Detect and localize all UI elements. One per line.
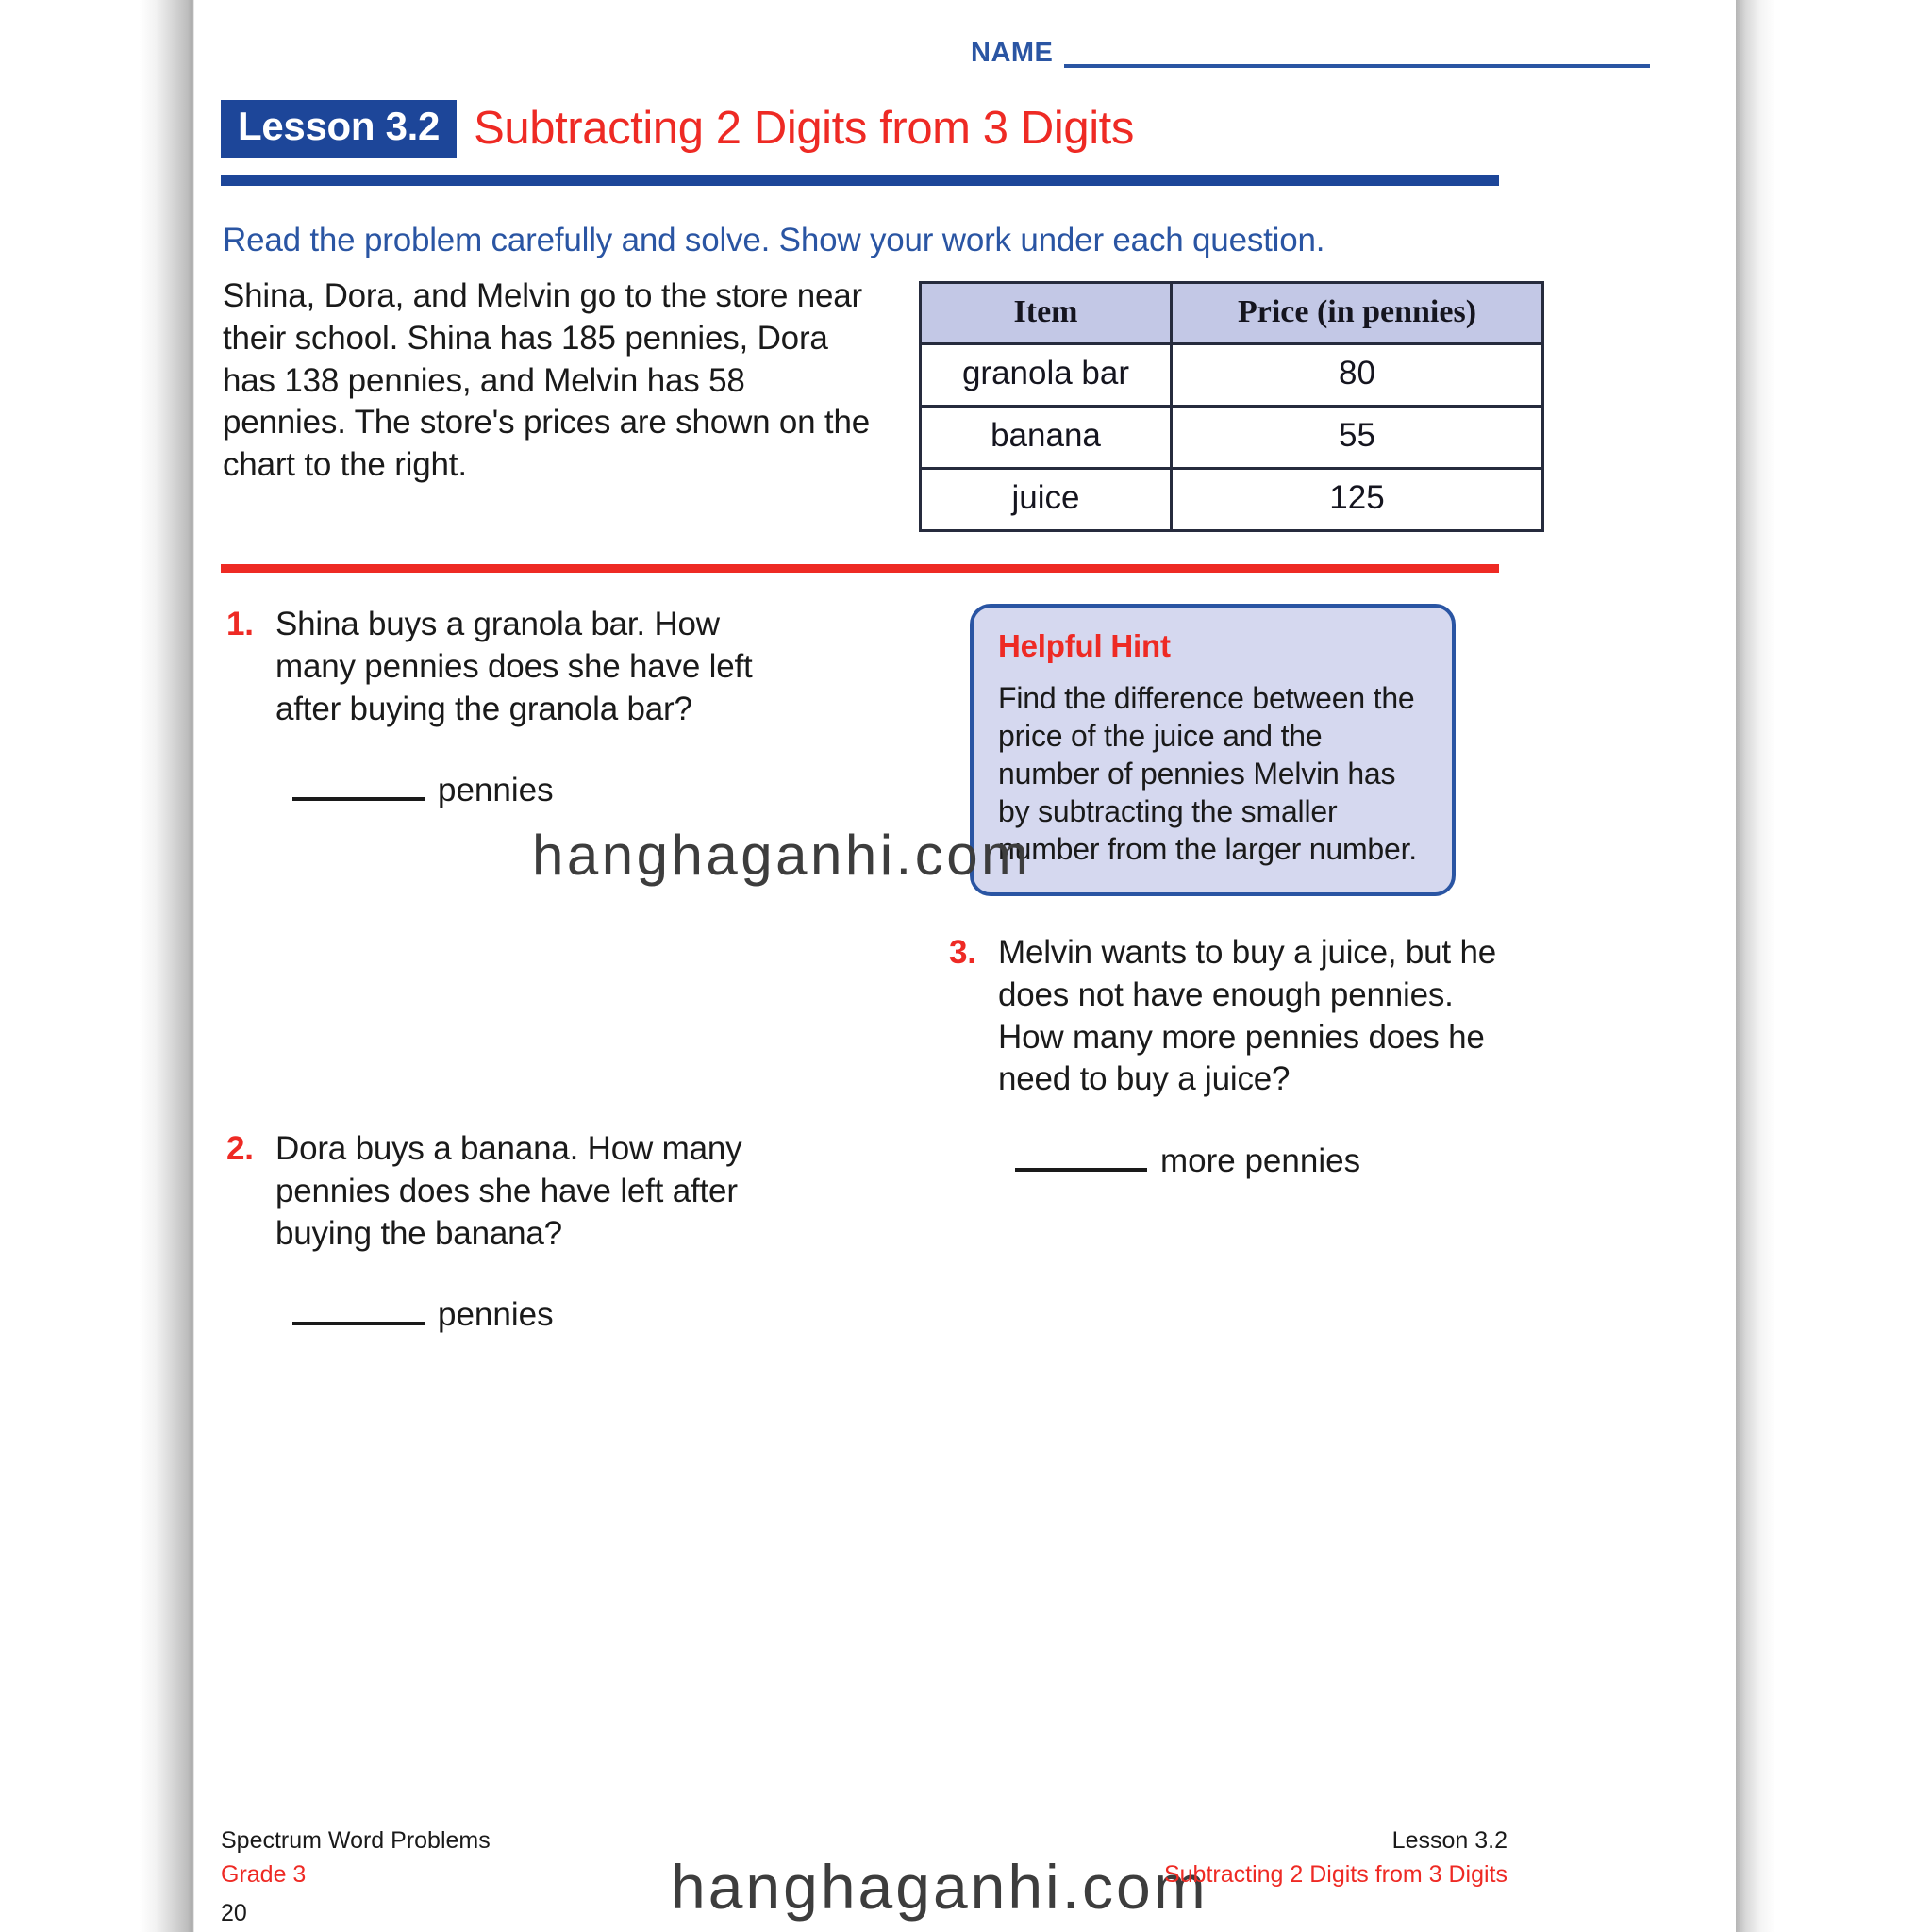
question-number: 1. bbox=[226, 606, 254, 642]
footer-book-title: Spectrum Word Problems bbox=[221, 1827, 491, 1854]
page-margin-left bbox=[0, 0, 142, 1932]
footer-lesson-subtitle: Subtracting 2 Digits from 3 Digits bbox=[1163, 1860, 1507, 1888]
hint-title: Helpful Hint bbox=[998, 628, 1171, 663]
question-body bbox=[275, 604, 792, 812]
answer-unit-label: pennies bbox=[438, 1296, 554, 1334]
name-write-line[interactable] bbox=[1064, 64, 1650, 68]
question-body bbox=[998, 932, 1515, 1183]
price-chart-table bbox=[919, 281, 1544, 532]
page-spine-shadow-left bbox=[140, 0, 194, 1932]
worksheet-sheet bbox=[194, 0, 1736, 1932]
watermark-center: hanghaganhi.com bbox=[532, 824, 1032, 887]
table-row bbox=[921, 407, 1543, 469]
header-divider-rule bbox=[221, 175, 1499, 186]
question-1 bbox=[226, 604, 792, 812]
column-header-item: Item bbox=[921, 283, 1172, 344]
cell-item-name: granola bar bbox=[921, 344, 1172, 407]
answer-unit-label: more pennies bbox=[1160, 1142, 1361, 1180]
lesson-header bbox=[221, 100, 1134, 158]
question-2 bbox=[226, 1128, 792, 1337]
name-field-row bbox=[971, 40, 1650, 69]
question-text: Shina buys a granola bar. How many pennies does she have left after buying the granola bar? bbox=[275, 606, 753, 727]
directions-text: Read the problem carefully and solve. Show your work under each question. bbox=[223, 222, 1325, 258]
question-body bbox=[275, 1128, 792, 1337]
answer-blank-input[interactable] bbox=[1015, 1143, 1147, 1172]
answer-blank-input[interactable] bbox=[292, 1297, 425, 1325]
footer-lesson-ref: Lesson 3.2 bbox=[1391, 1827, 1507, 1854]
answer-row bbox=[1015, 1141, 1515, 1183]
table-header-row bbox=[921, 283, 1543, 344]
hint-text: Find the difference between the price of the juice and the number of pennies Melvin has by subtracting the smaller number from the larger number. bbox=[998, 681, 1417, 866]
table-row bbox=[921, 469, 1543, 531]
question-text: Melvin wants to buy a juice, but he does not have enough pennies. How many more pennies does he need to buy a juice? bbox=[998, 934, 1497, 1098]
footer-page-number: 20 bbox=[221, 1900, 247, 1926]
problem-intro-paragraph: Shina, Dora, and Melvin go to the store near their school. Shina has 185 pennies, Dora has 138 pennies, and Melvin has 58 pennies. The store's prices are shown on the chart to the right. bbox=[223, 277, 870, 484]
footer-right bbox=[194, 1824, 1507, 1891]
column-header-price: Price (in pennies) bbox=[1172, 283, 1543, 344]
page-title: Subtracting 2 Digits from 3 Digits bbox=[474, 102, 1135, 154]
question-3 bbox=[949, 932, 1515, 1183]
question-number: 3. bbox=[949, 934, 976, 971]
section-divider-rule bbox=[221, 564, 1499, 573]
answer-blank-input[interactable] bbox=[292, 773, 425, 801]
footer-grade: Grade 3 bbox=[221, 1860, 307, 1888]
question-text: Dora buys a banana. How many pennies does she have left after buying the banana? bbox=[275, 1130, 742, 1252]
table-row bbox=[921, 344, 1543, 407]
watermark-bottom: hanghaganhi.com bbox=[671, 1852, 1208, 1922]
helpful-hint-box bbox=[970, 604, 1456, 896]
cell-item-price: 55 bbox=[1172, 407, 1543, 469]
answer-row bbox=[292, 1294, 792, 1337]
name-label: NAME bbox=[971, 38, 1054, 68]
cell-item-price: 125 bbox=[1172, 469, 1543, 531]
lesson-number-chip: Lesson 3.2 bbox=[221, 100, 457, 158]
answer-unit-label: pennies bbox=[438, 772, 554, 809]
question-number: 2. bbox=[226, 1130, 254, 1167]
cell-item-name: juice bbox=[921, 469, 1172, 531]
answer-row bbox=[292, 770, 792, 812]
cell-item-price: 80 bbox=[1172, 344, 1543, 407]
cell-item-name: banana bbox=[921, 407, 1172, 469]
page-shadow-right bbox=[1736, 0, 1775, 1932]
